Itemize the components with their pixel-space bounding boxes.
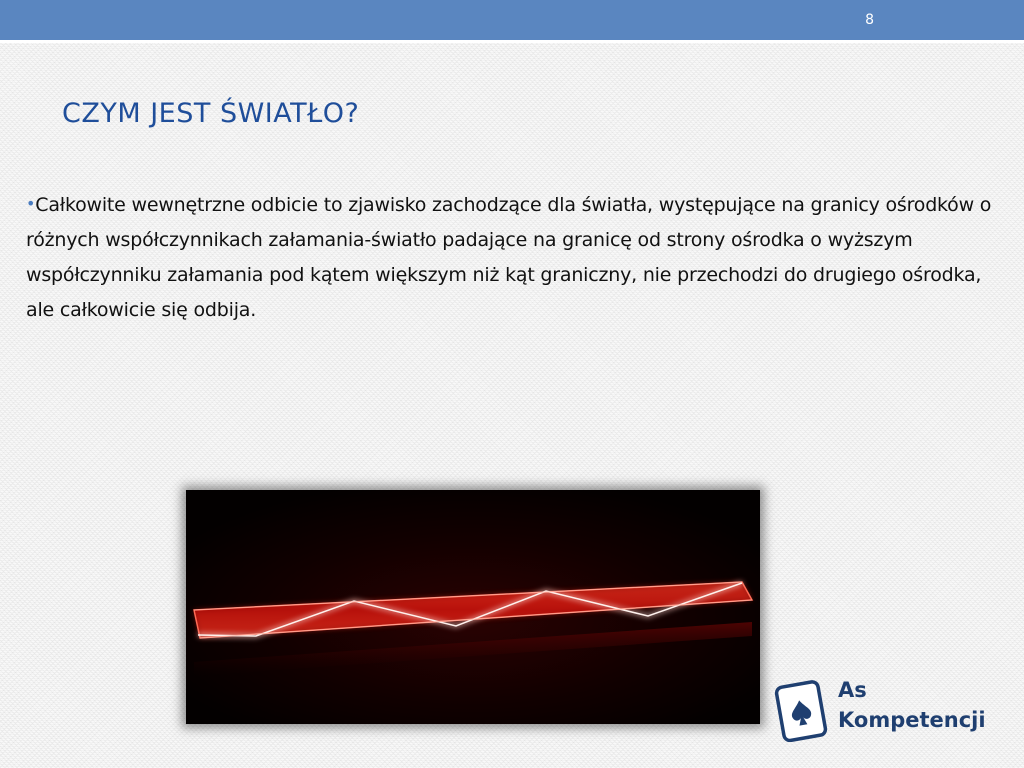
- slide-title: CZYM JEST ŚWIATŁO?: [62, 98, 360, 129]
- top-bar: [0, 0, 1024, 40]
- top-bar-divider: [0, 40, 1024, 43]
- slide-number: 8: [865, 12, 874, 28]
- bullet-icon: •: [26, 194, 36, 213]
- slide-body-paragraph: [26, 186, 1004, 328]
- as-kompetencji-logo: [772, 672, 1002, 742]
- playing-card-spade-icon: [772, 680, 832, 742]
- slide-body-text: Całkowite wewnętrzne odbicie to zjawisko zachodzące dla światła, występujące na granicy ośrodków o różnych współczynnikach załamania-światło padające na granicę od strony ośrodka o wyższym współczynniku załamania pod kątem większym niż kąt graniczny, nie przechodzi do drugiego ośrodka, ale całkowicie się odbija.: [26, 194, 992, 321]
- logo-text-as: As: [838, 678, 867, 702]
- laser-beam-illustration: [186, 490, 760, 724]
- logo-text-kompetencji: Kompetencji: [838, 708, 986, 732]
- laser-reflection-photo: [186, 490, 760, 724]
